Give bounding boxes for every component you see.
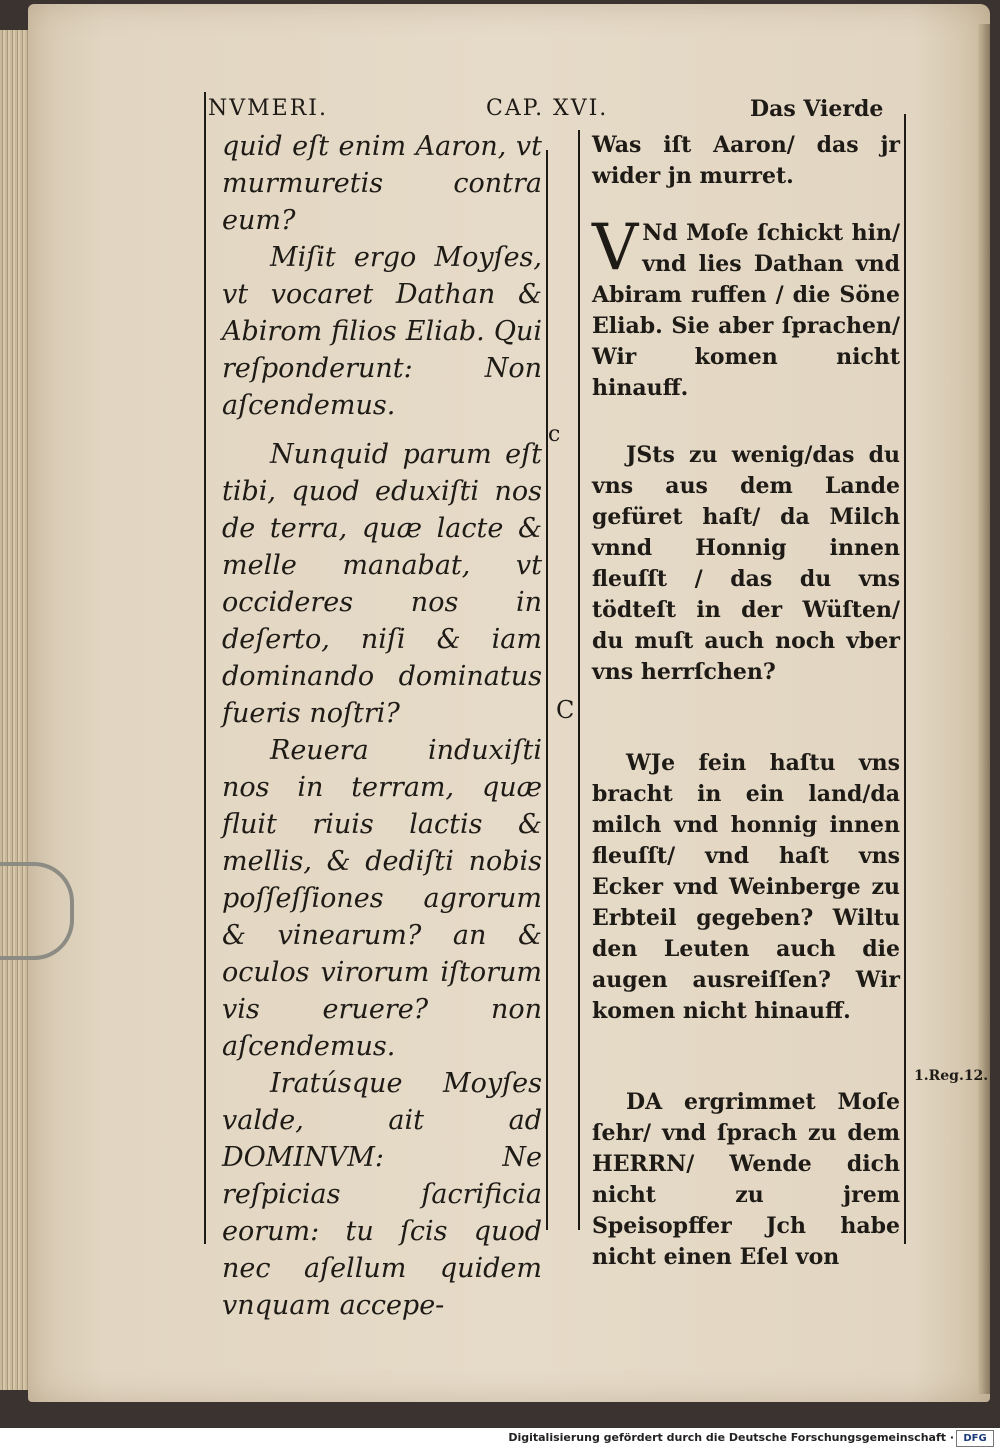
header-book-title: NVMERI. <box>208 96 328 121</box>
drop-cap-V: V <box>592 211 639 285</box>
header-chapter: CAP. XVI. <box>486 96 609 121</box>
dfg-logo: DFG <box>956 1430 994 1447</box>
german-paragraph-text: Nd Moſe ſchickt hin/ vnd lies Dathan vnd Abiram ruffen / die Söne Eliab. Sie aber ſprachen/ Wir komen nicht hinauff. <box>592 220 900 401</box>
footer-credit: Digitalisierung gefördert durch die Deutsche Forschungsgemeinschaft · <box>508 1431 954 1444</box>
latin-paragraph: quid eſt enim Aaron, vt murmuretis contra eum? <box>222 131 542 236</box>
german-paragraph-dropcap <box>592 211 900 404</box>
margin-marker-C: C <box>556 696 575 724</box>
latin-paragraph: Nunquid parum eſt tibi, quod eduxiſti nos de terra, quæ lacte & melle manabat, vt occideres nos in deſerto, niſi & iam dominando dominatus fueris noſtri? <box>222 439 542 729</box>
page-right-edge <box>978 24 990 1394</box>
right-column-rule <box>904 114 906 1244</box>
footer-bar <box>0 1428 1000 1448</box>
header-running-title: Das Vierde <box>750 96 884 122</box>
latin-paragraph: Reuera induxiſti nos in terram, quæ fluit riuis lactis & mellis, & dediſti nobis poſſeſſiones agrorum & vinearum? an & oculos virorum iſtorum vis eruere? non aſcendemus. <box>222 735 542 1062</box>
german-paragraph: JSts zu wenig/das du vns aus dem Lande gefüret haſt/ da Milch vnnd Honnig innen fleuſſt / das du vns tödteſt in der Wüſten/ du muſt auch noch vber vns herrſchen? <box>592 442 900 685</box>
german-paragraph: WJe fein haſtu vns bracht in ein land/da milch vnd honnig innen fleuſſt/ vnd haſt vns Ecker vnd Weinberge zu Erbteil gegeben? Wiltu den Leuten auch die augen ausreiſſen? Wir komen nicht hinauff. <box>592 750 900 1024</box>
german-column <box>592 130 900 1273</box>
german-paragraph: DA ergrimmet Moſe ſehr/ vnd ſprach zu dem HERRN/ Wende dich nicht zu jrem Speisopffer Jch habe nicht einen Eſel von <box>592 1089 900 1270</box>
latin-column <box>222 128 542 1324</box>
margin-marker-c: c <box>548 422 561 447</box>
book-clip <box>0 862 74 960</box>
latin-paragraph: Miſit ergo Moyſes, vt vocaret Dathan & Abirom filios Eliab. Qui reſponderunt: Non aſcendemus. <box>222 242 542 421</box>
left-middle-rule <box>546 150 548 1230</box>
right-middle-rule <box>578 130 580 1230</box>
latin-paragraph: Iratúsque Moyſes valde, ait ad DOMINVM: Ne reſpicias ſacrificia eorum: tu ſcis quod nec aſellum quidem vnquam accepe- <box>222 1068 542 1321</box>
left-column-rule <box>204 92 206 1244</box>
margin-cross-reference: 1.Reg.12. <box>914 1068 989 1084</box>
german-paragraph: Was iſt Aaron/ das jr wider jn murret. <box>592 132 900 189</box>
